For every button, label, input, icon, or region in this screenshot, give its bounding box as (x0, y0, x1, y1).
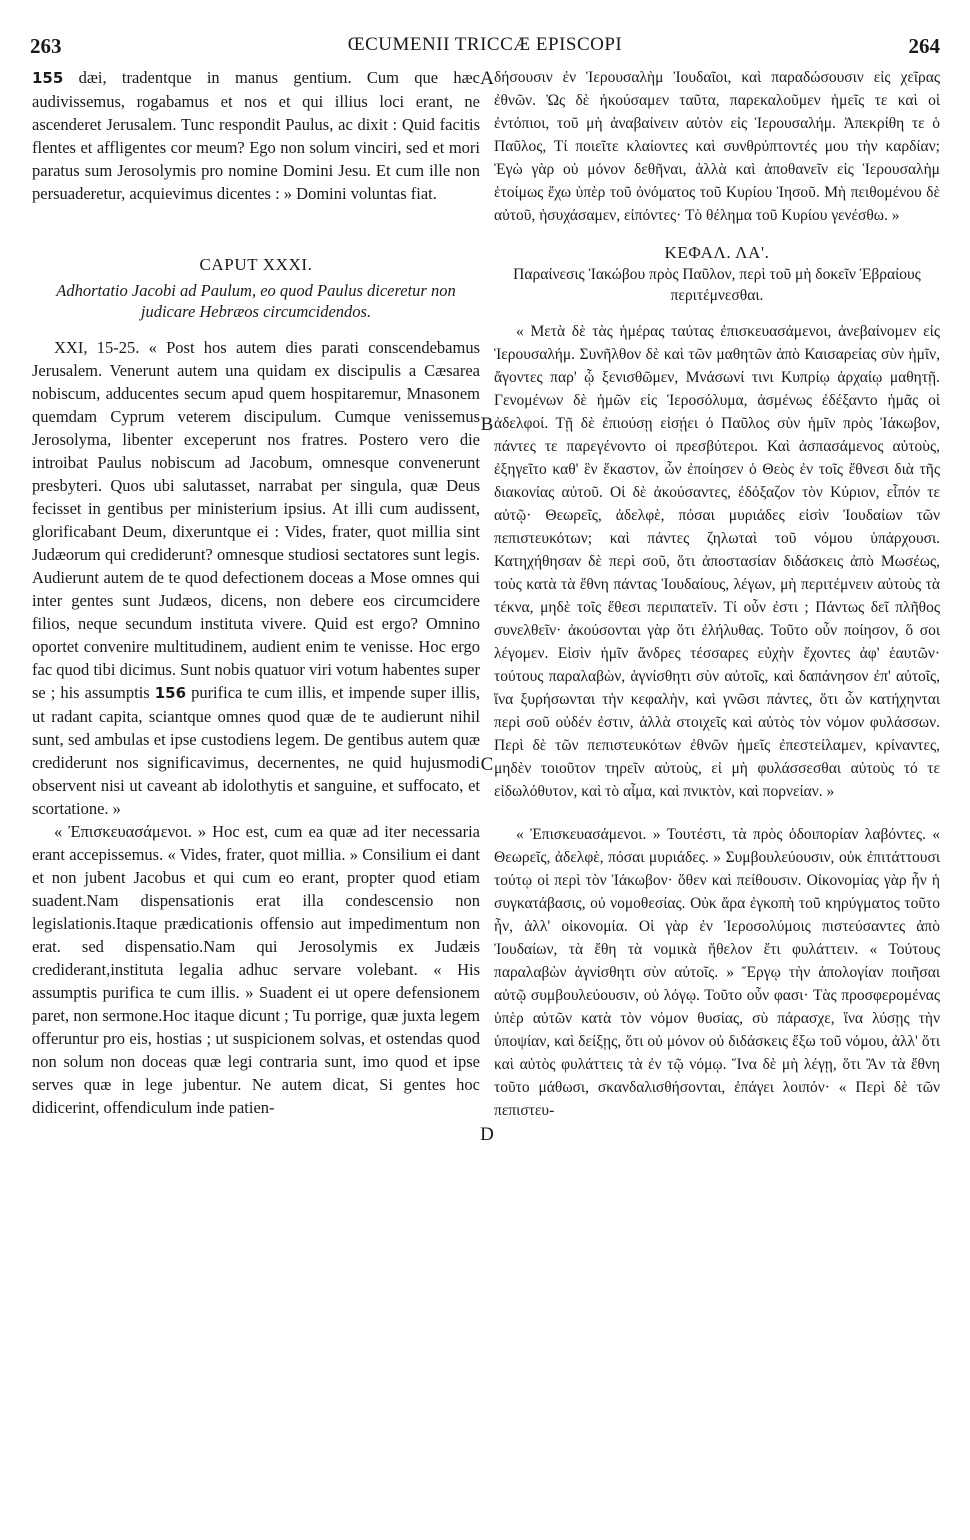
latin-paragraph-1: 155 dæi, tradentque in manus gentium. Cum que hæc audivissemus, rogabamus et nos et qui illius loci erant, ne ascenderet Jerusalem. Tunc respondit Paulus, ac dixit : Quid facitis flentes et affligentes cor meum? Ego non solum vinciri, sed et mori paratus sum Jerosolymis pro nomine Domini Jesu. Et cum ille non persuaderetur, acquievimus dicentes : » Domini voluntas fiat. (32, 68, 480, 203)
latin-chapter-heading: CAPUT XXXI. (199, 255, 313, 274)
page-number-left: 263 (30, 34, 62, 58)
latin-paragraph-2: XXI, 15-25. « Post hos autem dies parati conscendebamus Jerusalem. Venerunt autem una quidam ex discipulis a Cæsarea nobiscum, adducentes secum apud quem hospitaremur, Mnasonem quemdam Cyprum veterem discipulum. Cumque venissemus Jerosolyma, libenter exceperunt nos fratres. Postero vero die introibat Paulus nobiscum ad Jacobum, omnesque convenerunt presbyteri. Quos ubi salutasset, narrabat per singula, quæ Deus fecisset in gentibus per ministerium ipsius. At illi cum audissent, glorificabant Deum, dixeruntque ei : Vides, frater, quot millia sint Judæorum qui crediderunt? omnesque studiosi sectatores sunt legis. Audierunt autem de te quod defectionem doceas a Mose omnes qui inter gentes sunt Judæos, dicens, non debere eos circumcidere filios, neque secundum instituta vivere. Quid est ergo? Omnino oportet convenire multitudinem, audient enim te venisse. Hoc ergo fac quod tibi dicimus. Sunt nobis quatuor viri votum habentes super se ; his assumptis 156 purifica te cum illis, et impende super illis, ut radant capita, sciantque omnes quod quæ de te audierunt nihil sunt, sed ambulas et ipse custodiens legem. De gentibus autem quæ crediderunt nos significavimus, decernentes, ne quid hujusmodi observent nisi ut caveant ab idolothytis et sanguine, et suffocato, et scortatione. » (32, 338, 480, 818)
greek-paragraph-3: « Ἐπισκευασάμενοι. » Τουτέστι, τὰ πρὸς ὁδοιπορίαν λαβόντες. « Θεωρεῖς, ἀδελφὲ, πόσαι μυριάδες. » Συμβουλεύουσιν, οὐκ ἐπιτάττουσι τούτῳ οἱ περὶ τὸν Ἰάκωβον· ὅθεν καὶ πείθουσιν. Οἰκονομίας γὰρ ἦν ἡ συγκατάβασις, οὐ νομοθεσίας. Οὐκ ἄρα ἐγκοπὴ τοῦ κηρύγματος τοῦτο ἦν, ἀλλ' οἰκονομία. Οἱ γὰρ ἐν Ἱεροσολύμοις πιστεύσαντες ἀπὸ Ἰουδαίων, τὰ ἔθη τὰ νομικὰ ἤθελον ἔτι φυλάττειν. « Τούτους παραλαβὼν ἁγνίσθητι σὺν αὐτοῖς. » Ἔργῳ τὴν ἀπολογίαν ποιῆσαι αὐτῷ συμβουλεύουσιν, οὐ λόγῳ. Τοῦτο οὖν φασι· Τὰς προσφερομένας ὑπὲρ αὐτῶν κατὰ τὸν νόμον θυσίας, σὺ πάρασχε, ἵνα λύσῃς τὴν ὑποψίαν, καὶ δείξῃς, ὅτι οὐ μόνον οὐ διδάσκεις ἔξω τοῦ νόμου, ἀλλ' ὅτι καὶ αὐτὸς φυλάττεις τὰ ἐν τῷ νόμῳ. Ἵνα δὲ μὴ λέγῃ, ὅτι Ἂν τὰ ἔθνη τοῦτο μάθωσι, σκανδαλισθήσονται, ἐπάγει λοιπόν· « Περὶ δὲ τῶν πεπιστευ- (494, 826, 940, 1119)
block-number: 156 (154, 684, 187, 702)
latin-column (32, 66, 480, 1119)
running-header (30, 34, 940, 64)
running-title: ŒCUMENII TRICCÆ EPISCOPI (347, 34, 623, 55)
margin-letter-b: B (480, 414, 494, 435)
greek-column (494, 66, 940, 1122)
greek-paragraph-2: « Μετὰ δὲ τὰς ἡμέρας ταύτας ἐπισκευασάμενοι, ἀνεβαίνομεν εἰς Ἱερουσαλήμ. Συνῆλθον δὲ καὶ τῶν μαθητῶν ἀπὸ Καισαρείας σὺν ἡμῖν, ἄγοντες παρ' ᾧ ξενισθῶμεν, Μνάσωνί τινι Κυπρίῳ ἀρχαίῳ μαθητῇ. Γενομένων δὲ ἡμῶν εἰς Ἱεροσόλυμα, ἀσμένως ἐδέξαντο ἡμᾶς οἱ ἀδελφοί. Τῇ δὲ ἐπιούσῃ εἰσῄει ὁ Παῦλος σὺν ἡμῖν πρὸς Ἰάκωβον, πάντες τε παρεγένοντο οἱ πρεσβύτεροι. Καὶ ἀσπασάμενος αὐτοὺς, ἐξηγεῖτο καθ' ἓν ἕκαστον, ὧν ἐποίησεν ὁ Θεὸς ἐν τοῖς ἔθνεσι διὰ τῆς διακονίας αὐτοῦ. Οἱ δὲ ἀκούσαντες, ἐδόξαζον τὸν Κύριον, εἶπόν τε αὐτῷ· Θεωρεῖς, ἀδελφὲ, πόσαι μυριάδες εἰσὶν Ἰουδαίων τῶν πεπιστευκότων; καὶ πάντες ζηλωταὶ τοῦ νόμου ὑπάρχουσι. Κατηχήθησαν δὲ περὶ σοῦ, ὅτι ἀποστασίαν διδάσκεις ἀπὸ Μωσέως, τοὺς κατὰ τὰ ἔθνη πάντας Ἰουδαίους, λέγων, μὴ περιτέμνειν αὐτοὺς τὰ τέκνα, μηδὲ τοῖς ἔθεσι περιπατεῖν. Τί οὖν ἐστι ; Πάντως δεῖ πλῆθος συνελθεῖν· ἀκούσονται γὰρ ὅτι ἐλήλυθας. Τοῦτο οὖν ποίησον, ὅ σοι λέγομεν. Εἰσὶν ἡμῖν ἄνδρες τέσσαρες εὐχὴν ἔχοντες ἀφ' ἑαυτῶν· τούτους παραλαβὼν, ἁγνίσθητι σὺν αὐτοῖς, καὶ δαπάνησον ἐπ' αὐτοῖς, ἵνα ξυρήσωνται τὴν κεφαλὴν, καὶ γνῶσι πάντες, ὅτι ὧν κατήχηνται περὶ σοῦ οὐδέν ἐστιν, ἀλλὰ στοιχεῖς καὶ αὐτὸς τὸν νόμον φυλάσσων. Περὶ δὲ τῶν πεπιστευκότων ἐθνῶν ἡμεῖς ἐπεστείλαμεν, κρίναντες, μηδὲν τοιοῦτον τηρεῖν αὐτοὺς, εἰ μὴ φυλάσσεσθαι αὐτοὺς τό τε εἰδωλόθυτον, καὶ τὸ αἷμα, καὶ πνικτὸν, καὶ πορνείαν. » (494, 323, 940, 800)
greek-chapter-summary: Παραίνεσις Ἰακώβου πρὸς Παῦλον, περὶ τοῦ μὴ δοκεῖν Ἑβραίους περιτέμνεσθαι. (513, 266, 921, 304)
margin-letter-a: A (480, 68, 494, 89)
latin-chapter-summary: Adhortatio Jacobi ad Paulum, eo quod Paulus diceretur non judicare Hebræos circumcidendos. (56, 281, 456, 321)
margin-letter-c: C (480, 754, 494, 775)
latin-paragraph-3: « Ἐπισκευασάμενοι. » Hoc est, cum ea quæ ad iter necessaria erant accepissemus. « Vides, frater, quot millia. » Consilium ei dant et non jubent Jacobus et qui cum eo erant, propter quod etiam suadent.Nam dispensationis erat illa condescensio non legislationis.Itaque prædicationis offensio aut impedimentum non erat. sed dispensatio.Nam qui Jerosolymis ex Judæis crediderant,instituta legalia adhuc servare volebant. « His assumptis purifica te cum illis. » Suadent ei ut opere defensionem paret, non sermone.Hoc itaque dicunt ; Tu porrige, quæ juxta legem offeruntur pro eis, hostias ; ut suspicionem solvas, et ostendas quod non solum non doceas quæ legi contraria sunt, imo quod et ipse serves quæ in lege jubentur. Ne autem dicat, Si gentes hoc didicerint, offendiculum inde patien- (32, 822, 480, 1117)
greek-paragraph-1: δήσουσιν ἐν Ἱερουσαλὴμ Ἰουδαῖοι, καὶ παραδώσουσιν εἰς χεῖρας ἐθνῶν. Ὡς δὲ ἠκούσαμεν ταῦτα, παρεκαλοῦμεν ἡμεῖς τε καὶ οἱ ἐντόπιοι, τοῦ μὴ ἀναβαίνειν αὐτὸν εἰς Ἱερουσαλήμ. Ἀπεκρίθη τε ὁ Παῦλος, Τί ποιεῖτε κλαίοντες καὶ συνθρύπτοντές μου τὴν καρδίαν; Ἐγὼ γὰρ οὐ μόνον δεθῆναι, ἀλλὰ καὶ ἀποθανεῖν εἰς Ἱερουσαλὴμ ἑτοίμως ἔχω ὑπὲρ τοῦ ὀνόματος τοῦ Κυρίου Ἰησοῦ. Μὴ πειθομένου δὲ αὐτοῦ, ἡσυχάσαμεν, εἰπόντες· Τὸ θέλημα τοῦ Κυρίου γενέσθω. » (494, 69, 940, 224)
greek-chapter-heading: ΚΕΦΑΛ. ΛΑ'. (664, 243, 770, 262)
page-number-right: 264 (908, 34, 940, 58)
margin-letter-d: D (480, 1124, 494, 1145)
block-number: 155 (32, 69, 64, 87)
